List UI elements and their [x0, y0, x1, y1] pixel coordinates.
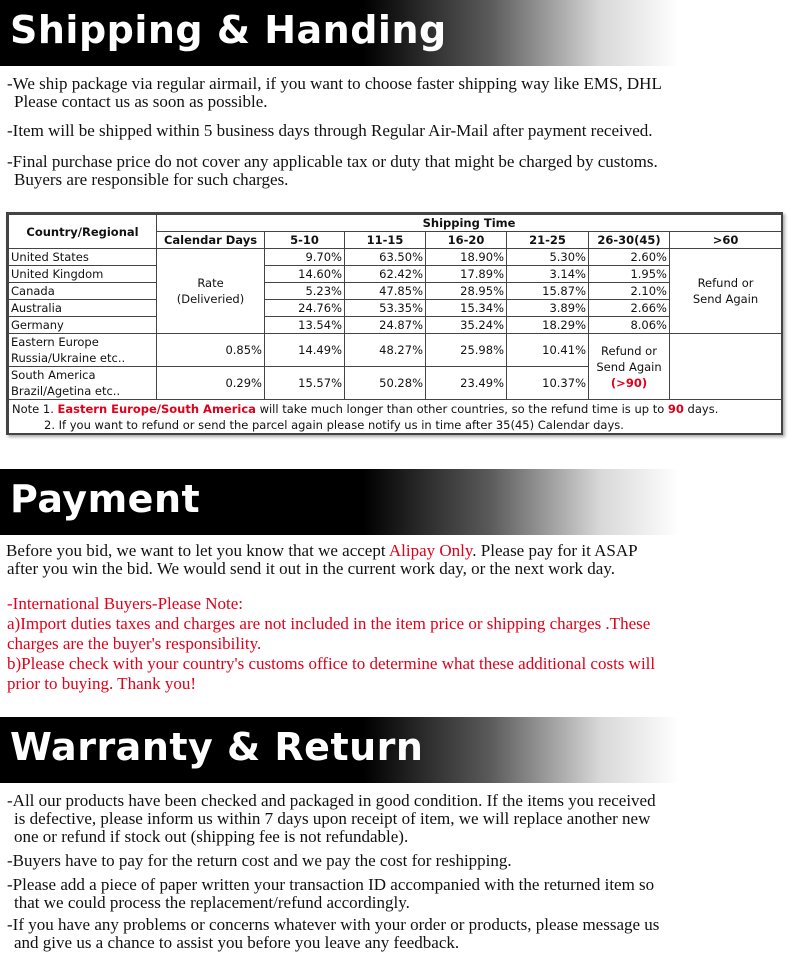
warranty-p3-line2: that we could process the replacement/refund accordingly.: [14, 893, 410, 912]
rate-value: 50.28%: [345, 367, 426, 400]
table-note: [9, 400, 782, 434]
table-row: [9, 249, 782, 266]
rate-value: 62.42%: [345, 266, 426, 283]
warranty-paragraph-4: [7, 916, 787, 952]
shipping-banner: [0, 0, 790, 66]
shipping-title: Shipping & Handing: [10, 8, 447, 52]
payment-buyer-note: [7, 594, 787, 694]
shipping-paragraph-3: [7, 153, 787, 189]
rate-value: 10.37%: [507, 367, 589, 400]
note1-suffix: days.: [683, 401, 719, 416]
payment-p1-b: . Please pay for it ASAP: [472, 541, 638, 560]
payment-alipay-only: Alipay Only: [388, 541, 473, 560]
rate-value: 47.85%: [345, 283, 426, 300]
table-row: [9, 334, 782, 367]
payment-paragraph-1: [6, 542, 786, 578]
rate-value: 18.90%: [426, 249, 507, 266]
country-subname: Brazil/Agetina etc..: [11, 384, 121, 398]
refund-label: Send Again: [596, 359, 662, 374]
payment-title: Payment: [10, 477, 201, 521]
payment-note-line4: b)Please check with your country's customs office to determine what these additional costs will: [7, 654, 656, 673]
rate-value: 14.60%: [265, 266, 345, 283]
table-row: [9, 317, 782, 334]
rate-value: 24.87%: [345, 317, 426, 334]
calendar-days-header: Calendar Days: [157, 232, 265, 249]
payment-note-line2: a)Import duties taxes and charges are not included in the item price or shipping charges .These: [7, 614, 651, 633]
rate-value: 28.95%: [426, 283, 507, 300]
rate-value: 5.30%: [507, 249, 589, 266]
rate-value: 8.06%: [589, 317, 670, 334]
rate-value: 18.29%: [507, 317, 589, 334]
note2-text: 2. If you want to refund or send the parcel again please notify us in time after 35(45) Calendar days.: [44, 417, 624, 432]
country-subname: Russia/Ukraine etc..: [11, 351, 126, 365]
country-cell: United Kingdom: [9, 266, 157, 283]
rate-value: 17.89%: [426, 266, 507, 283]
warranty-paragraph-2: [7, 852, 787, 870]
shipping-time-header: Shipping Time: [157, 215, 782, 232]
country-cell: Australia: [9, 300, 157, 317]
rate-value: 0.85%: [157, 334, 265, 367]
rate-sublabel: (Deliveried): [176, 292, 245, 306]
warranty-p4-line1: -If you have any problems or concerns whatever with your order or products, please message us: [7, 915, 660, 934]
rate-value: 23.49%: [426, 367, 507, 400]
note1-text: will take much longer than other countries, so the refund time is up to: [255, 401, 668, 416]
note1-days: 90: [667, 401, 684, 416]
shipping-p1-line2: Please contact us as soon as possible.: [14, 92, 268, 111]
payment-note-line1: -International Buyers-Please Note:: [7, 594, 244, 613]
warranty-p4-line2: and give us a chance to assist you before you leave any feedback.: [14, 933, 460, 952]
shipping-paragraph-1: [7, 75, 787, 111]
refund-label: Send Again: [692, 292, 759, 306]
rate-value: 0.29%: [157, 367, 265, 400]
rate-value: 2.60%: [589, 249, 670, 266]
country-cell: Germany: [9, 317, 157, 334]
rate-value: 24.76%: [265, 300, 345, 317]
country-cell: United States: [9, 249, 157, 266]
payment-p1-line2: after you win the bid. We would send it out in the current work day, or the next work day.: [7, 559, 615, 578]
rate-label: Rate: [197, 276, 224, 290]
payment-p1-a: Before you bid, we want to let you know that we accept: [6, 541, 389, 560]
refund-label: Refund or: [697, 276, 754, 290]
rate-value: 2.10%: [589, 283, 670, 300]
rate-value: 5.23%: [265, 283, 345, 300]
warranty-p1-line3: one or refund if stock out (shipping fee is not refundable).: [14, 827, 409, 846]
country-cell: Canada: [9, 283, 157, 300]
rate-cell: [157, 249, 265, 334]
warranty-p1-line2: is defective, please inform us within 7 days upon receipt of item, we will replace another new: [14, 809, 651, 828]
country-name: Eastern Europe: [11, 335, 99, 349]
range-header: 5-10: [265, 232, 345, 249]
rate-value: 53.35%: [345, 300, 426, 317]
rate-value: 3.14%: [507, 266, 589, 283]
refund-cell-long: [589, 334, 670, 400]
shipping-time-table: [6, 212, 783, 435]
shipping-p2: -Item will be shipped within 5 business days through Regular Air-Mail after payment received.: [7, 121, 653, 140]
rate-value: 15.57%: [265, 367, 345, 400]
refund-label: Refund or: [601, 343, 657, 358]
country-cell: [9, 334, 157, 367]
rate-value: 13.54%: [265, 317, 345, 334]
note1-highlight: Eastern Europe/South America: [57, 401, 256, 416]
range-header: 11-15: [345, 232, 426, 249]
payment-note-line3: charges are the buyer's responsibility.: [7, 634, 262, 653]
warranty-p3-line1: -Please add a piece of paper written your transaction ID accompanied with the returned item so: [7, 875, 655, 894]
rate-value: 15.34%: [426, 300, 507, 317]
shipping-p1-line1: -We ship package via regular airmail, if you want to choose faster shipping way like EMS, DHL: [7, 74, 662, 93]
refund-cell: [670, 249, 782, 334]
warranty-paragraph-1: [7, 792, 787, 846]
range-header: 21-25: [507, 232, 589, 249]
country-header: Country/Regional: [9, 215, 157, 249]
warranty-paragraph-3: [7, 876, 787, 912]
rate-value: 9.70%: [265, 249, 345, 266]
country-cell: [9, 367, 157, 400]
warranty-p1-line1: -All our products have been checked and packaged in good condition. If the items you received: [7, 791, 656, 810]
table-row: [9, 266, 782, 283]
refund-days: (>90): [610, 375, 648, 390]
rate-value: 63.50%: [345, 249, 426, 266]
shipping-paragraph-2: [7, 122, 787, 140]
shipping-p3-line2: Buyers are responsible for such charges.: [14, 170, 289, 189]
range-header: 26-30(45): [589, 232, 670, 249]
country-name: South America: [11, 368, 96, 382]
rate-value: 15.87%: [507, 283, 589, 300]
payment-note-line5: prior to buying. Thank you!: [7, 674, 197, 693]
rate-value: 14.49%: [265, 334, 345, 367]
rate-value: 25.98%: [426, 334, 507, 367]
rate-value: 48.27%: [345, 334, 426, 367]
table-row: [9, 283, 782, 300]
range-header: >60: [670, 232, 782, 249]
rate-value: 35.24%: [426, 317, 507, 334]
rate-value: 10.41%: [507, 334, 589, 367]
rate-value: 3.89%: [507, 300, 589, 317]
warranty-title: Warranty & Return: [10, 725, 424, 769]
range-header: 16-20: [426, 232, 507, 249]
warranty-p2: -Buyers have to pay for the return cost and we pay the cost for reshipping.: [7, 851, 512, 870]
note1-prefix: Note 1.: [12, 401, 58, 416]
payment-banner: [0, 469, 790, 535]
rate-value: 2.66%: [589, 300, 670, 317]
table-note-row: [9, 400, 782, 434]
shipping-p3-line1: -Final purchase price do not cover any applicable tax or duty that might be charged by customs.: [7, 152, 658, 171]
warranty-banner: [0, 717, 790, 783]
table-row: [9, 300, 782, 317]
rate-value: 1.95%: [589, 266, 670, 283]
